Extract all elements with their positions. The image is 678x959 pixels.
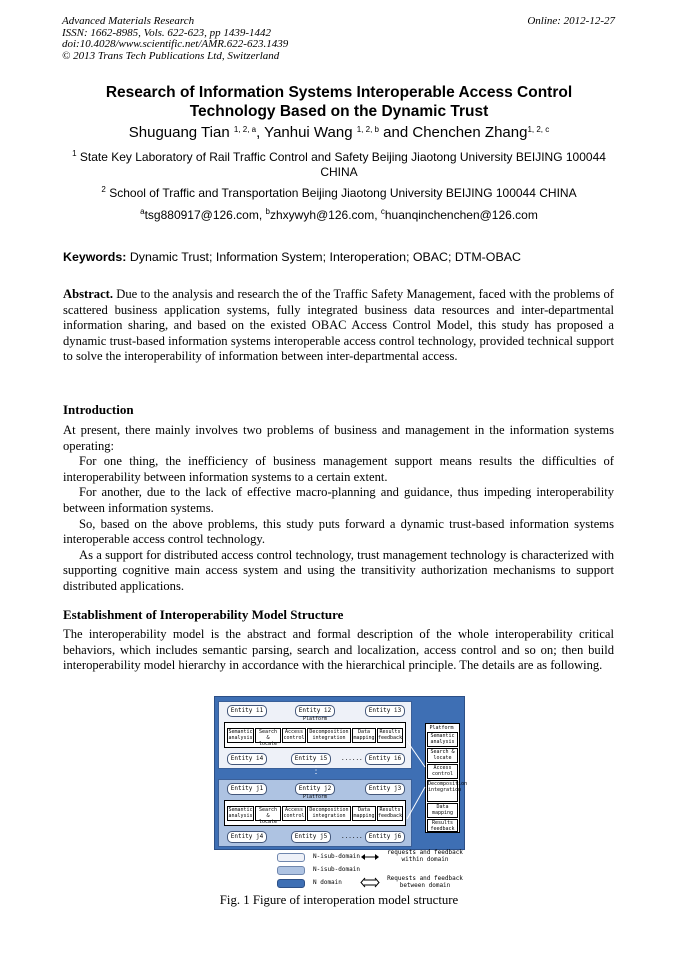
legend-label-between: Requests and feedback between domain xyxy=(387,875,463,889)
platform-label: Platform xyxy=(302,716,328,722)
intro-paragraph-5: As a support for distributed access control technology, trust management technology is characterized with supporting cognitive main access system and using the transitivity authorization mechanisms to support distributed applications. xyxy=(63,547,614,593)
email-c: huanqinchenchen@126.com xyxy=(384,208,538,222)
entity-box: Entity j4 xyxy=(227,831,267,843)
platform-box: Access control xyxy=(283,729,305,741)
legend-label-domain: N domain xyxy=(313,879,342,886)
entity-box: Entity j2 xyxy=(295,783,335,795)
author-2-sup: 1, 2, b xyxy=(356,125,379,134)
affiliation-2 xyxy=(62,186,616,201)
entity-box: Entity i1 xyxy=(227,705,267,717)
keywords-text: Dynamic Trust; Information System; Interoperation; OBAC; DTM-OBAC xyxy=(129,250,521,264)
intro-paragraph-4: So, based on the above problems, this study puts forward a dynamic trust-based information systems interoperable access control technology. xyxy=(63,516,614,547)
platform-box: Data mapping xyxy=(353,807,375,819)
affiliation-1-number: 1 xyxy=(72,149,77,158)
platform-box: Semantic analysis xyxy=(228,807,253,819)
paper-title xyxy=(62,83,616,121)
email-c-sup: c xyxy=(380,207,385,216)
arrow-within-icon xyxy=(361,853,379,861)
platform-right-box: Search & locate xyxy=(427,748,458,763)
platform-right xyxy=(425,723,468,833)
author-2: Yanhui Wang xyxy=(264,124,353,141)
entity-box: Entity j3 xyxy=(365,783,405,795)
platform-right-box: Decomposition integration xyxy=(427,780,458,802)
intro-paragraph-3: For another, due to the lack of effective macro-planning and guidance, thus impeding interoperability between information systems. xyxy=(63,485,614,515)
connector-arrows xyxy=(405,717,429,827)
entity-box: Entity i5 xyxy=(291,753,331,765)
intro-paragraph-1: At present, there mainly involves two problems of business and management in the information systems operating: xyxy=(63,423,614,453)
author-separator-and: and xyxy=(383,124,413,141)
issn-line: ISSN: 1662-8985, Vols. 622-623, pp 1439-1442 xyxy=(62,26,271,39)
figure-legend xyxy=(277,849,477,890)
entity-box: Entity j5 xyxy=(291,831,331,843)
affiliation-1 xyxy=(62,150,616,180)
abstract-label: Abstract. xyxy=(63,287,114,301)
sub-domain-upper xyxy=(218,701,412,769)
platform-box: Search & locate xyxy=(255,806,281,821)
platform-box: Results feedback xyxy=(378,729,403,741)
entity-box: Entity i3 xyxy=(365,705,405,717)
email-b: zhxywyh@126.com, xyxy=(269,208,381,222)
platform-right-box: Access control xyxy=(427,764,458,779)
author-1-sup: 1, 2, a xyxy=(233,125,257,134)
establishment-paragraph: The interoperability model is the abstract and formal description of the whole interoperability critical behaviors, which includes semantic parsing, search and localization, access control and so on; then build interoperability model hierarchy in accordance with the hierarchical principle. The details are as following. xyxy=(63,627,614,673)
arrow-between-icon xyxy=(361,878,379,887)
authors xyxy=(62,124,616,141)
platform-label: Platform xyxy=(302,794,328,800)
journal-header xyxy=(62,16,288,62)
platform-box: Decomposition integration xyxy=(307,728,351,743)
legend-swatch-domain xyxy=(277,879,305,888)
interoperation-diagram xyxy=(214,696,468,850)
ellipsis: ...... xyxy=(341,833,363,840)
platform-box: Data mapping xyxy=(353,729,375,741)
platform-upper xyxy=(224,716,406,748)
abstract-text: Due to the analysis and research the of the Traffic Safety Management, faced with the problems of scattered business application systems, fully integrated business data resources and inter-departmental information sharing, and based on the existed OBAC Access Control Model, this study has proposed a dynamic trust-based information systems interoperable access control technology, provided technical support to solve the interoperability of information between inter-departmental access. xyxy=(63,287,615,364)
entity-box: Entity i4 xyxy=(227,753,267,765)
email-b-sup: b xyxy=(265,207,270,216)
legend-label-sub2: N-isub-domain xyxy=(313,866,360,873)
affiliation-2-number: 2 xyxy=(101,185,106,194)
platform-box: Access control xyxy=(283,807,305,819)
establishment-heading: Establishment of Interoperability Model Structure xyxy=(63,607,344,622)
affiliation-1-country: CHINA xyxy=(320,165,358,179)
copyright-line: © 2013 Trans Tech Publications Ltd, Switzerland xyxy=(62,49,280,62)
platform-right-label: Platform xyxy=(427,725,456,731)
legend-swatch-sub1 xyxy=(277,853,305,862)
platform-box: Decomposition integration xyxy=(307,806,351,821)
platform-right-box: Results feedback xyxy=(427,819,458,832)
entity-box: Entity j1 xyxy=(227,783,267,795)
sub-domain-lower xyxy=(218,779,412,847)
platform-box: Search & locate xyxy=(255,728,281,743)
author-separator: , xyxy=(256,124,265,141)
ellipsis: ...... xyxy=(341,755,363,762)
legend-label-sub1: N-isub-domain xyxy=(313,853,360,860)
platform-box: Semantic analysis xyxy=(228,729,253,741)
introduction-body xyxy=(63,423,614,595)
abstract xyxy=(63,287,614,365)
entity-box: Entity i6 xyxy=(365,753,405,765)
figure-caption: Fig. 1 Figure of interoperation model structure xyxy=(219,893,459,907)
legend-label-within: requests and feedback within domain xyxy=(387,849,463,863)
author-3-sup: 1, 2, c xyxy=(527,125,550,134)
email-a: tsg880917@126.com, xyxy=(144,208,266,222)
platform-box: Results feedback xyxy=(378,807,403,819)
entity-box: Entity j6 xyxy=(365,831,405,843)
email-a-sup: a xyxy=(140,207,145,216)
legend-swatch-sub2 xyxy=(277,866,305,875)
affiliation-1-text: State Key Laboratory of Rail Traffic Control and Safety Beijing Jiaotong University BEIJING 100044 xyxy=(79,150,606,164)
vertical-ellipsis: ⋮ xyxy=(311,765,321,776)
title-line-2: Technology Based on the Dynamic Trust xyxy=(189,103,489,120)
introduction-heading: Introduction xyxy=(63,402,134,417)
intro-paragraph-2: For one thing, the inefficiency of business management support means results the difficulties of interoperability between information systems to a certain extent. xyxy=(63,454,614,484)
author-3: Chenchen Zhang xyxy=(412,124,528,141)
emails xyxy=(62,208,616,223)
entity-box: Entity i2 xyxy=(295,705,335,717)
keywords xyxy=(63,250,617,264)
affiliation-2-text: School of Traffic and Transportation Beijing Jiaotong University BEIJING 100044 CHINA xyxy=(109,186,577,200)
platform-lower xyxy=(224,794,406,826)
doi-line: doi:10.4028/www.scientific.net/AMR.622-623.1439 xyxy=(62,38,289,50)
keywords-label: Keywords: xyxy=(63,250,127,264)
online-date: Online: 2012-12-27 xyxy=(527,15,615,27)
platform-right-box: Data mapping xyxy=(427,803,458,818)
title-line-1: Research of Information Systems Interoperable Access Control xyxy=(105,84,573,101)
journal-name: Advanced Materials Research xyxy=(62,15,195,27)
author-1: Shuguang Tian xyxy=(128,124,230,141)
platform-right-box: Semantic analysis xyxy=(427,732,458,747)
